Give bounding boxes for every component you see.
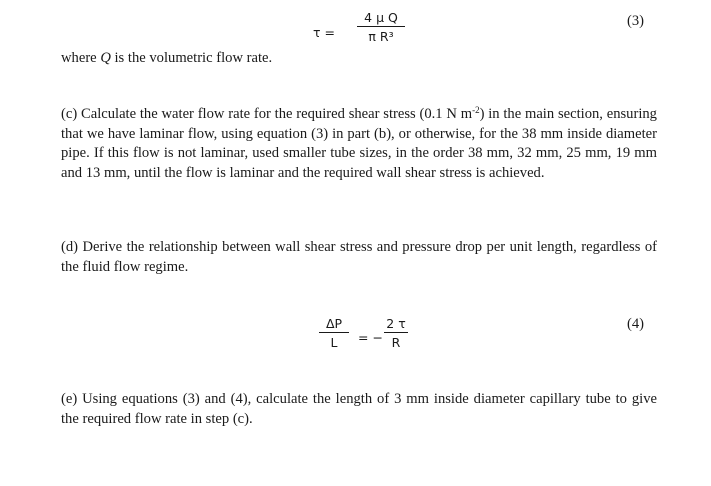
eq4-lhs-fraction: [319, 316, 349, 350]
eq4-number: (4): [627, 316, 645, 332]
where-prefix: where: [61, 50, 101, 66]
eq3-numerator: 4 μ Q: [364, 10, 398, 25]
eq4-lhs-denominator: L: [330, 335, 338, 350]
eq4-rhs-bar: [384, 332, 408, 333]
part-e-paragraph: (e) Using equations (3) and (4), calculate the length of 3 mm inside diameter capillary tube to give the required flow rate in step (c).: [61, 391, 657, 427]
part-c-unit-exponent: -2: [472, 105, 480, 115]
eq4-rhs-fraction: [384, 316, 408, 350]
eq4-lhs-bar: [319, 332, 349, 333]
eq3-number: (3): [627, 13, 645, 29]
where-line: [61, 49, 657, 69]
part-c-paragraph: [61, 105, 657, 183]
eq3-denominator: π R³: [368, 29, 394, 44]
eq3-fraction-bar: [357, 26, 405, 27]
eq4-rhs-denominator: R: [391, 335, 401, 350]
part-d-paragraph: (d) Derive the relationship between wall shear stress and pressure drop per unit length, regardless of the fluid flow regime.: [61, 239, 657, 275]
part-c-rest: ) in the main section, ensuring that we have laminar flow, using equation (3) in part (b), or otherwise, for the 38 mm inside diameter pipe. If this flow is not laminar, used smaller tube sizes, in the order 38 mm, 32 mm, 25 mm, 19 mm and 13 mm, until the flow is laminar and the required wall shear stress is achieved.: [61, 106, 657, 181]
eq4-equals: = −: [358, 330, 383, 345]
part-c-intro: (c) Calculate the water flow rate for the required shear stress (0.1 N m: [61, 106, 473, 122]
where-suffix: is the volumetric flow rate.: [110, 50, 273, 66]
eq4-rhs-numerator: 2 τ: [386, 316, 406, 331]
eq3-lhs: τ =: [313, 25, 335, 40]
eq4-lhs-numerator: ΔP: [325, 316, 343, 331]
eq3-fraction: [357, 10, 405, 44]
where-variable: Q: [100, 50, 111, 66]
